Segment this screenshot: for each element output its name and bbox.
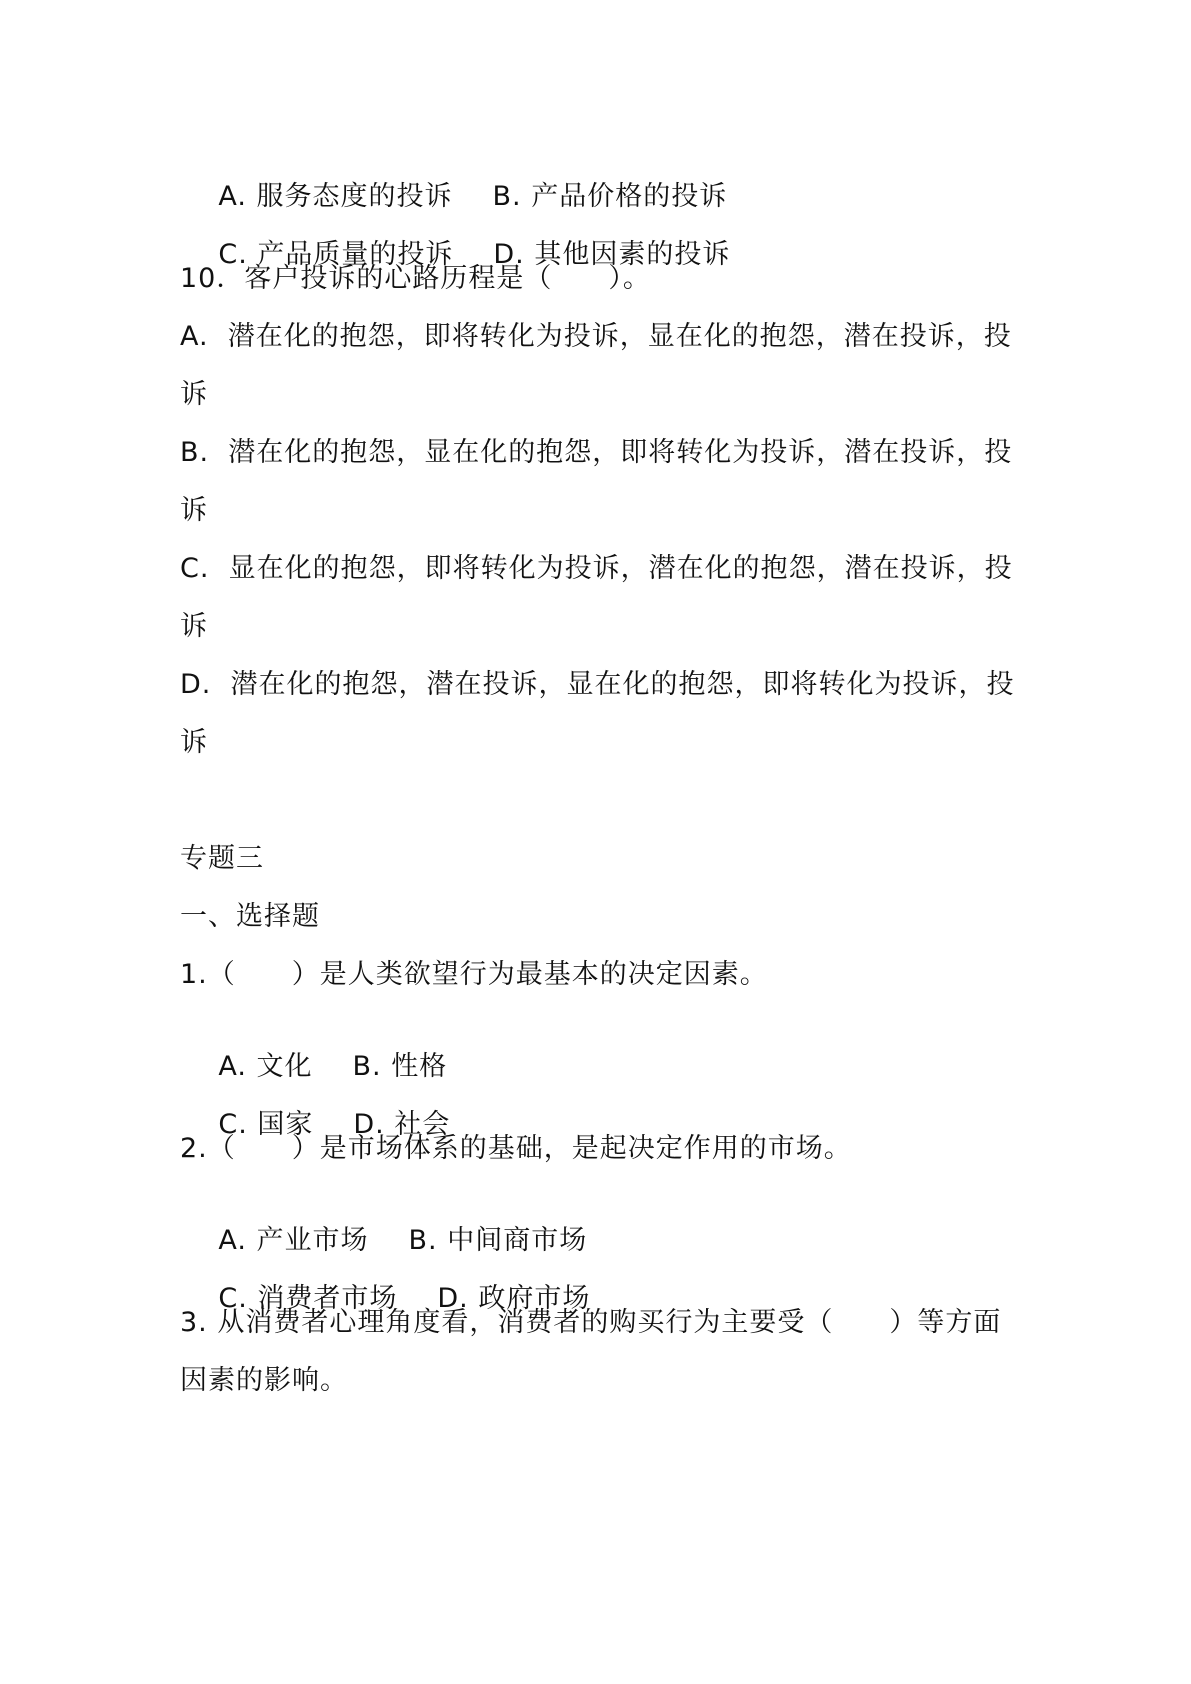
q10-stem: 10．客户投诉的心路历程是（ ）。	[180, 263, 651, 294]
q10-option-c: C. 显在化的抱怨，即将转化为投诉，潜在化的抱怨，潜在投诉，投	[180, 553, 1013, 584]
q10-option-c-cont: 诉	[180, 611, 208, 642]
q2-option-a: A. 产业市场	[218, 1225, 369, 1256]
q10-option-a-cont: 诉	[180, 379, 208, 410]
q9-option-b: B. 产品价格的投诉	[492, 181, 728, 212]
q2-stem: 2.（ ）是市场体系的基础，是起决定作用的市场。	[180, 1133, 852, 1164]
q10-option-d: D. 潜在化的抱怨，潜在投诉，显在化的抱怨，即将转化为投诉，投	[180, 669, 1015, 700]
q1-option-c: C. 国家	[218, 1109, 314, 1140]
q1-stem: 1.（ ）是人类欲望行为最基本的决定因素。	[180, 959, 768, 990]
q1-option-d: D. 社会	[353, 1109, 451, 1140]
q9-option-a: A. 服务态度的投诉	[218, 181, 453, 212]
q10-option-d-cont: 诉	[180, 727, 208, 758]
q3-stem-cont: 因素的影响。	[180, 1365, 348, 1396]
section-title: 专题三	[180, 843, 264, 874]
q10-option-b: B. 潜在化的抱怨，显在化的抱怨，即将转化为投诉，潜在投诉，投	[180, 437, 1013, 468]
q2-option-d: D. 政府市场	[437, 1283, 591, 1314]
q2-option-c: C. 消费者市场	[218, 1283, 398, 1314]
q10-option-a: A. 潜在化的抱怨，即将转化为投诉，显在化的抱怨，潜在投诉，投	[180, 321, 1012, 352]
q9-option-c: C. 产品质量的投诉	[218, 239, 454, 270]
section-subtitle: 一、选择题	[180, 901, 320, 932]
q3-stem: 3. 从消费者心理角度看，消费者的购买行为主要受（ ）等方面	[180, 1307, 1002, 1338]
q2-option-b: B. 中间商市场	[408, 1225, 588, 1256]
q9-option-d: D. 其他因素的投诉	[493, 239, 731, 270]
q1-option-b: B. 性格	[352, 1051, 448, 1082]
q10-option-b-cont: 诉	[180, 495, 208, 526]
q1-option-a: A. 文化	[218, 1051, 313, 1082]
